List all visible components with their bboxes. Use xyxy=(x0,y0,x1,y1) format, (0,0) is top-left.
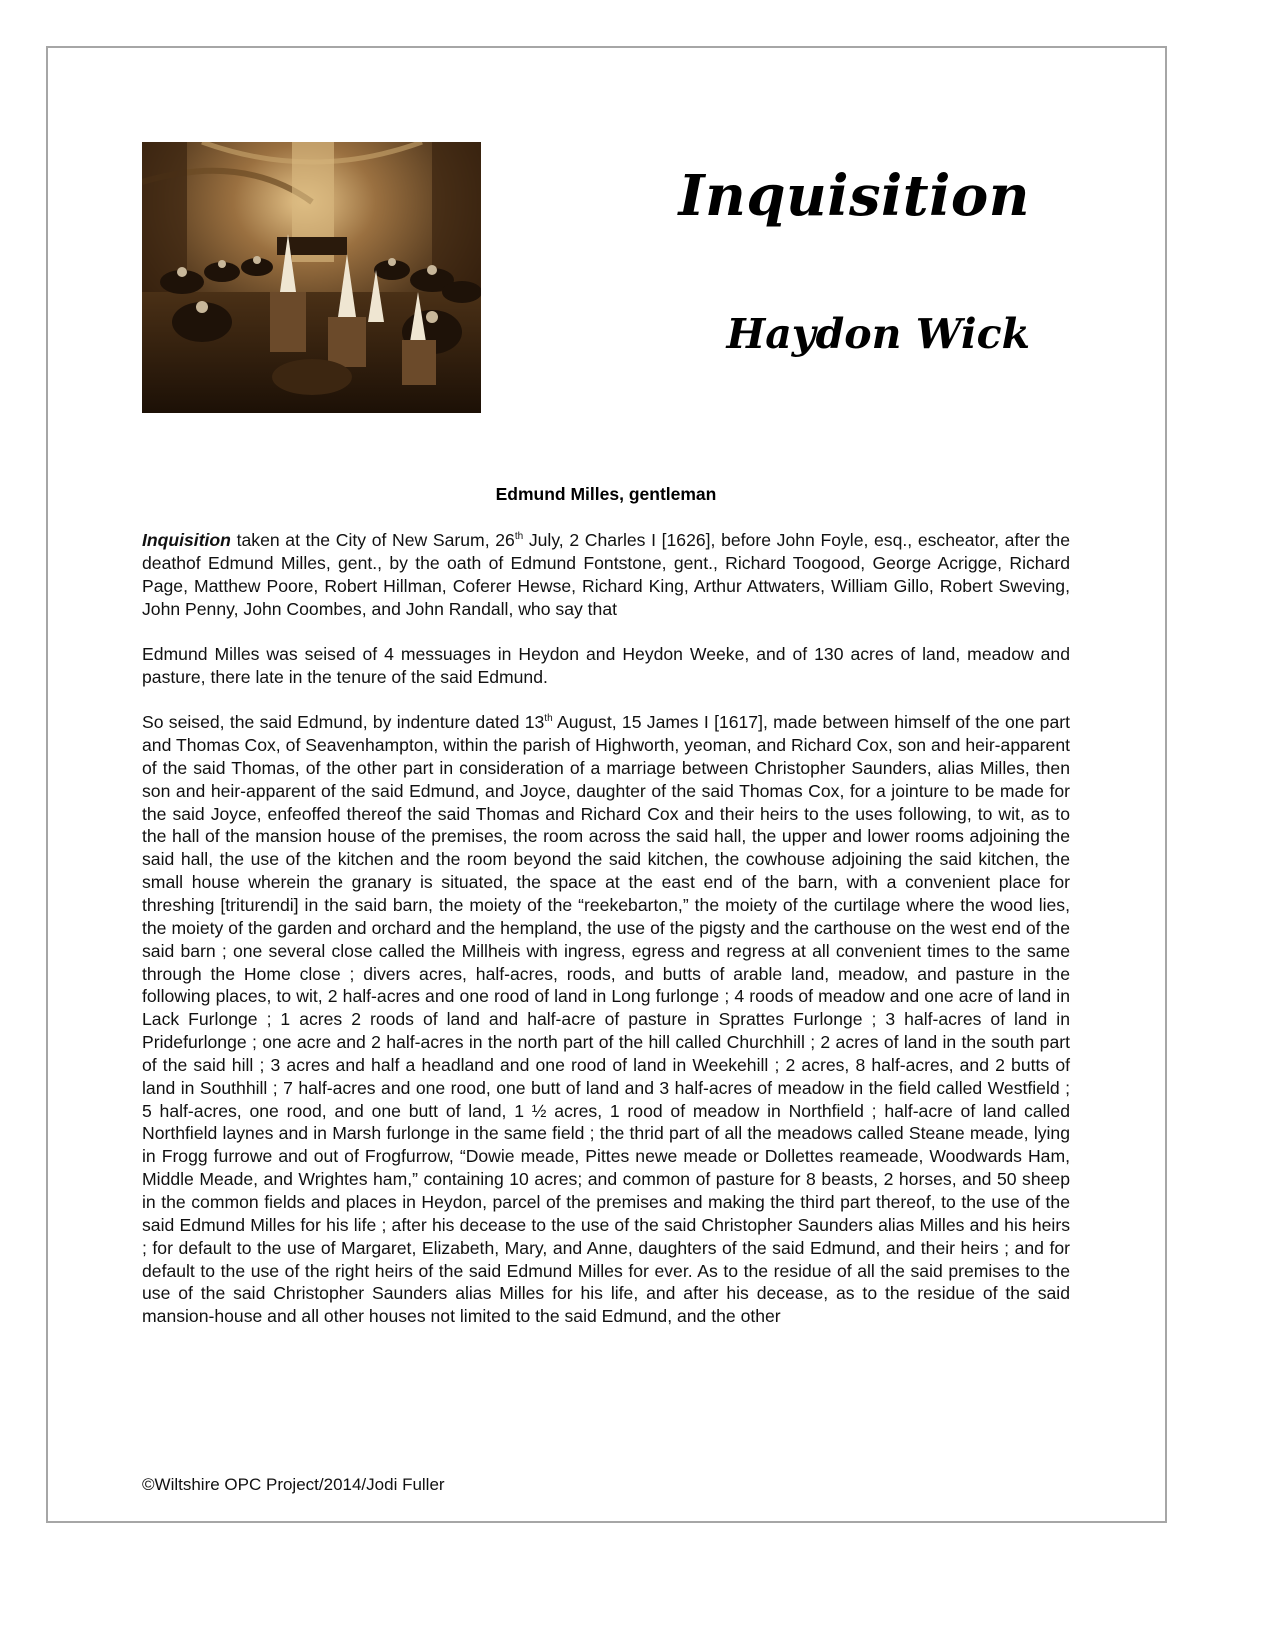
paragraph-seisin: Edmund Milles was seised of 4 messuages in Heydon and Heydon Weeke, and of 130 acres of land, meadow and pasture, there late in the tenure of the said Edmund. xyxy=(142,643,1070,687)
ordinal-suffix: th xyxy=(514,531,524,543)
paragraph-indenture xyxy=(142,711,1070,1328)
entry-heading: Edmund Milles, gentleman xyxy=(495,484,717,504)
paragraph-text: So seised, the said Edmund, by indenture dated 13 xyxy=(142,712,545,733)
document-subtitle: Haydon Wick xyxy=(726,310,1030,358)
paragraph-text: July, 2 Charles I [1626], before John Foyle, esq., escheator, after the deathof Edmund Milles, gent., by the oath of Edmund Fontstone, gent., Richard Toogood, George Acrigge, Richard Page, Matthew Poore, Robert Hillman, Coferer Hewse, Richard King, Arthur Attwaters, William Gillo, Robert Sweving, John Penny, John Coombes, and John Randall, who say that xyxy=(142,530,1070,619)
paragraph-text: August, 15 James I [1617], made between himself of the one part and Thomas Cox, of Seavenhampton, within the parish of Highworth, yeoman, and Richard Cox, son and heir-apparent of the said Thomas, of the other part in consideration of a marriage between Christopher Saunders, alias Milles, then son and heir-apparent of the said Edmund, and Joyce, daughter of the said Thomas Cox, for a jointure to be made for the said Joyce, enfeoffed thereof the said Thomas and Richard Cox and their heirs to the uses following, to wit, as to the hall of the mansion house of the premises, the room across the said hall, the upper and lower rooms adjoining the said hall, the use of the kitchen and the room beyond the said kitchen, the cowhouse adjoining the said kitchen, the small house wherein the granary is situated, the space at the east end of the barn, with a convenient place for threshing [triturendi] in the said barn, the moiety of the “reekebarton,” the moiety of the curtilage where the wood lies, the moiety of the garden and orchard and the hempland, the use of the pigsty and the carthouse on the west end of the said barn ; one several close called the Millheis with ingress, egress and regress at all convenient times to the same through the Home close ; divers acres, half-acres, roods, and butts of arable land, meadow, and pasture in the following places, to wit, 2 half-acres and one rood of land in Long furlonge ; 4 roods of meadow and one acre of land in Lack Furlonge ; 1 acres 2 roods of land and half-acre of pasture in Sprattes Furlonge ; 3 half-acres of land in Pridefurlonge ; one acre and 2 half-acres in the north part of the hill called Churchhill ; 2 acres of land in the south part of the said hill ; 3 acres and half a headland and one rood of land in Weekehill ; 2 acres, 8 half-acres, and 2 butts of land in Southhill ; 7 half-acres and one rood, one butt of land and 3 half-acres of meadow in the field called Westfield ; 5 half-acres, one rood, and one butt of land, 1 ½ acres, 1 rood of meadow in Northfield ; half-acre of land called Northfield laynes and in Marsh furlonge in the same field ; the thrid part of all the meadows called Steane meade, lying in Frogg furrowe and out of Frogfurrow, “Dowie meade, Pittes newe meade or Dollettes reameade, Woodwards Ham, Middle Meade, and Wrightes ham,” containing 10 acres; and common of pasture for 8 beasts, 2 horses, and 50 sheep in the common fields and places in Heydon, parcel of the premises and making the third part thereof, to the use of the said Edmund Milles for his life ; after his decease to the use of the said Christopher Saunders alias Milles and his heirs ; for default to the use of Margaret, Elizabeth, Mary, and Anne, daughters of the said Edmund, and their heirs ; and for default to the use of the right heirs of the said Edmund Milles for ever. As to the residue of all the said premises to the use of the said Christopher Saunders alias Milles for his life, and after his decease, as to the residue of the said mansion-house and all other houses not limited to the said Edmund, and the other xyxy=(142,712,1070,1327)
paragraph-lead-word: Inquisition xyxy=(142,530,231,550)
entry-body xyxy=(142,529,1070,1351)
paragraph-intro xyxy=(142,529,1070,620)
document-title: Inquisition xyxy=(678,163,1030,229)
copyright-footer: ©Wiltshire OPC Project/2014/Jodi Fuller xyxy=(142,1475,445,1494)
inquisition-painting-image xyxy=(142,142,481,413)
paragraph-text: taken at the City of New Sarum, 26 xyxy=(230,530,515,550)
ordinal-suffix: th xyxy=(544,713,553,725)
